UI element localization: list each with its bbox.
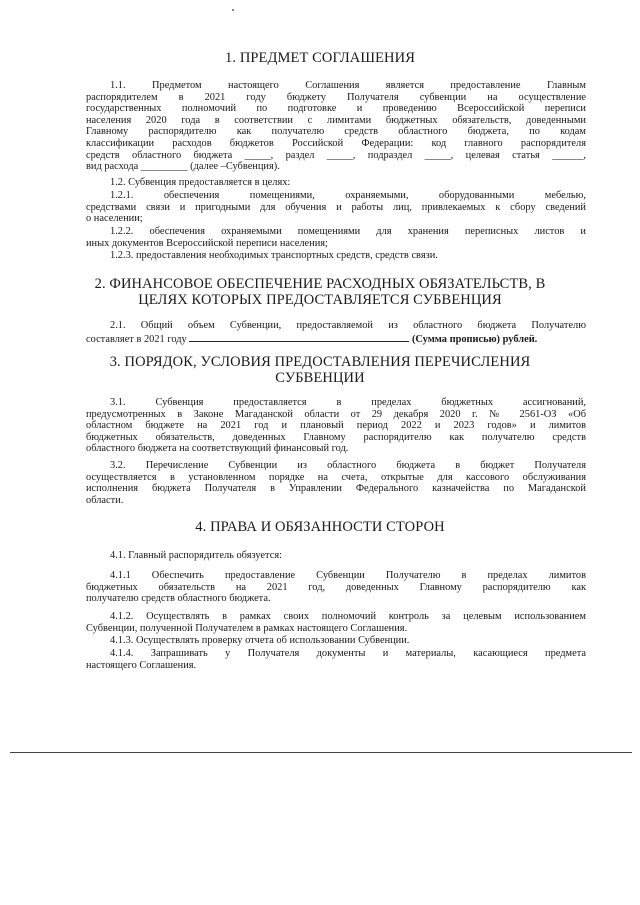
text-line: 3.2. Перечисление Субвенции из областного бюджета в бюджет Получателя: [110, 460, 586, 471]
paragraph-1-2-1: [86, 190, 586, 225]
paragraph-1-2: 1.2. Субвенция предоставляется в целях:: [110, 177, 291, 188]
text-line: 2.1. Общий объем Субвенции, предоставляемой из областного бюджета Получателю: [110, 320, 586, 331]
paragraph-4-1: 4.1. Главный распорядитель обязуется:: [110, 550, 282, 561]
text-line: осуществляется в установленном порядке на счета, открытые для кассового обслуживания: [86, 471, 586, 483]
text-line: о населении;: [86, 213, 143, 225]
text-line: иных документов Всероссийской переписи населения;: [86, 237, 328, 249]
text-line: 1.1. Предметом настоящего Соглашения является предоставление Главным: [110, 80, 586, 91]
text-line: государственных полномочий по подготовке и проведению Всероссийской переписи: [86, 103, 586, 115]
paragraph-1-2-3: 1.2.3. предоставления необходимых транспортных средств, средств связи.: [110, 250, 438, 261]
text-line: [86, 332, 586, 346]
text-line: распорядителем в 2021 году бюджету Получателя субвенции на осуществление: [86, 91, 586, 103]
text-line: 4.1.2. Осуществлять в рамках своих полномочий контроль за целевым использованием: [110, 611, 586, 622]
text-line: исполнения бюджета Получателя в Управлении Федерального казначейства по Магаданской: [86, 483, 586, 495]
paragraph-1-1: [86, 80, 586, 173]
section-2-title-line2: ЦЕЛЯХ КОТОРЫХ ПРЕДОСТАВЛЯЕТСЯ СУБВЕНЦИЯ: [138, 292, 502, 308]
text-line: получателю средств областного бюджета.: [86, 593, 271, 605]
text-line: 1.2.2. обеспечения охраняемыми помещениями для хранения переписных листов и: [110, 226, 586, 237]
paragraph-3-1: [86, 397, 586, 455]
amount-words-label: (Сумма прописью) рублей.: [411, 333, 538, 345]
text-line: предусмотренных в Законе Магаданской области от 29 декабря 2020 г. № 2561-ОЗ «Об: [86, 408, 586, 420]
paragraph-2-1: [86, 320, 586, 345]
text-line: бюджетных обязательств, доведенных Главному распорядителю как получателю средств: [86, 431, 586, 443]
section-4-title: 4. ПРАВА И ОБЯЗАННОСТИ СТОРОН: [195, 519, 445, 535]
paragraph-4-1-3: 4.1.3. Осуществлять проверку отчета об использовании Субвенции.: [110, 635, 410, 646]
paragraph-1-2-2: [86, 226, 586, 249]
section-3-title-line2: СУБВЕНЦИИ: [275, 370, 365, 386]
paragraph-4-1-2: [86, 611, 586, 634]
paragraph-4-1-1: [86, 570, 586, 605]
text-fragment: составляет в 2021 году: [86, 333, 187, 345]
text-line: 4.1.4. Запрашивать у Получателя документы и материалы, касающиеся предмета: [110, 648, 586, 659]
paragraph-4-1-4: [86, 648, 586, 671]
text-line: бюджетных обязательств на 2021 год, доведенных Главному распорядителю как: [86, 581, 586, 593]
text-line: области.: [86, 494, 124, 506]
amount-blank: [189, 332, 409, 342]
section-1-title: 1. ПРЕДМЕТ СОГЛАШЕНИЯ: [225, 50, 415, 66]
text-line: вид расхода _________ (далее –Субвенция).: [86, 161, 280, 173]
text-line: средствами связи и пригодными для обучения и работы лиц, привлекаемых к сбору сведений: [86, 201, 586, 213]
page-bottom-rule: [10, 752, 632, 753]
text-line: Главному распорядителю как получателю средств областного бюджета, по кодам: [86, 126, 586, 138]
text-line: населения 2020 года в соответствии с лимитами бюджетных обязательств, доведенными: [86, 114, 586, 126]
section-2-title-line1: 2. ФИНАНСОВОЕ ОБЕСПЕЧЕНИЕ РАСХОДНЫХ ОБЯЗАТЕЛЬСТВ, В: [94, 276, 546, 292]
text-line: средств областного бюджета _____, раздел _____, подраздел _____, целевая статья ______,: [86, 149, 586, 161]
text-line: областного бюджета на соответствующий финансовый год.: [86, 443, 349, 455]
text-line: областном бюджете на 2021 год и плановый период 2022 и 2023 годов» и лимитов: [86, 420, 586, 432]
section-3-title: [0, 354, 640, 386]
section-3-title-line1: 3. ПОРЯДОК, УСЛОВИЯ ПРЕДОСТАВЛЕНИЯ ПЕРЕЧИСЛЕНИЯ: [109, 354, 531, 370]
text-line: 1.2.1. обеспечения помещениями, охраняемыми, оборудованными мебелью,: [110, 190, 586, 201]
text-line: настоящего Соглашения.: [86, 659, 197, 671]
paragraph-3-2: [86, 460, 586, 506]
text-line: Субвенции, полученной Получателем в рамках настоящего Соглашения.: [86, 622, 408, 634]
text-line: классификации расходов бюджетов Российской Федерации: код главного распорядителя: [86, 137, 586, 149]
section-2-title: [0, 276, 640, 308]
text-line: 4.1.1 Обеспечить предоставление Субвенции Получателю в пределах лимитов: [110, 570, 586, 581]
text-line: 3.1. Субвенция предоставляется в пределах бюджетных ассигнований,: [110, 397, 586, 408]
scan-speck: [232, 9, 234, 11]
